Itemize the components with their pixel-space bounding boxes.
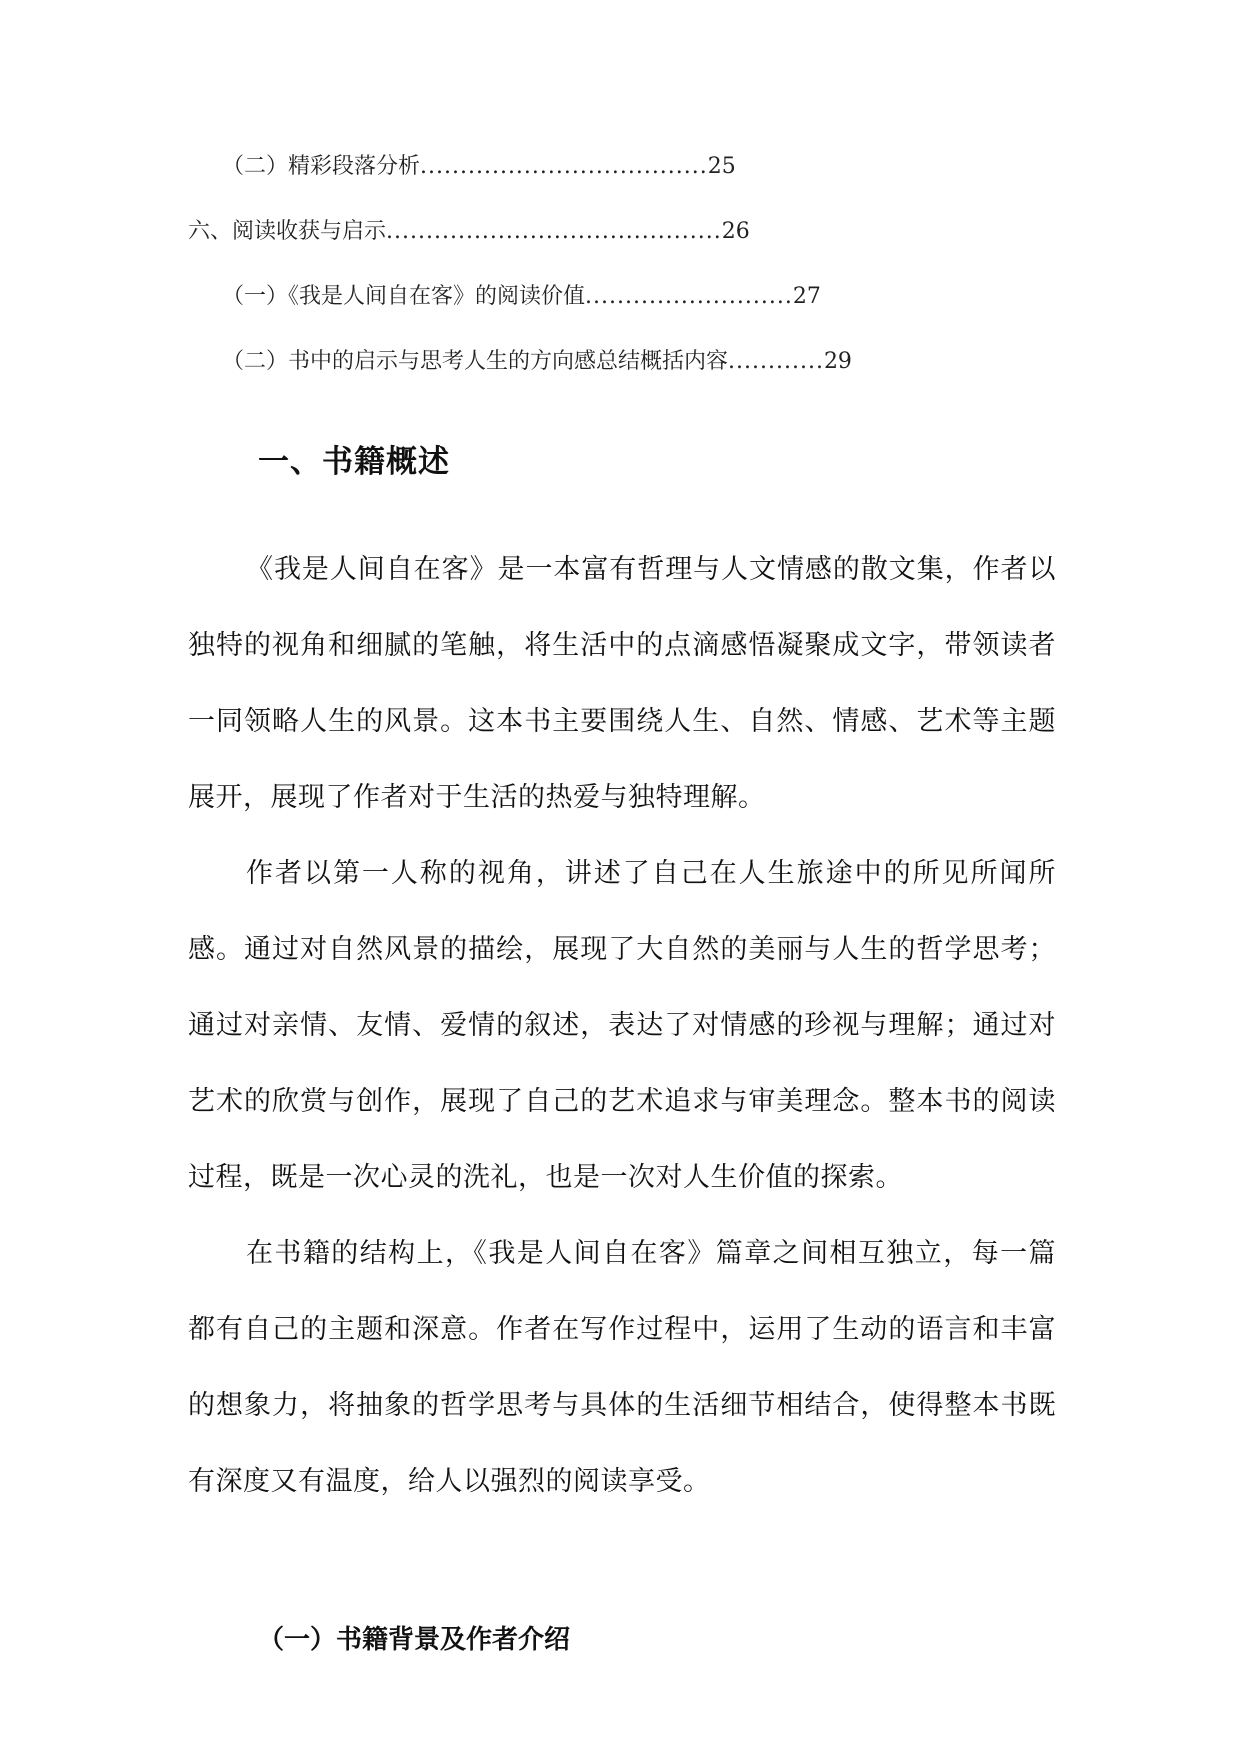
body-paragraph: 《我是人间自在客》是一本富有哲理与人文情感的散文集，作者以独特的视角和细腻的笔触，将生活中的点滴感悟凝聚成文字，带领读者一同领略人生的风景。这本书主要围绕人生、自然、情感、艺术等主题展开，展现了作者对于生活的热爱与独特理解。	[188, 554, 1056, 813]
toc-entry[interactable]	[222, 282, 821, 312]
section-heading: 一、书籍概述	[258, 444, 450, 480]
toc-entry-title: 六、阅读收获与启示	[188, 219, 387, 244]
toc-page-number: 26	[721, 219, 750, 244]
toc-page-number: 29	[823, 349, 852, 374]
toc-entry-title: （一）《我是人间自在客》的阅读价值	[222, 284, 586, 309]
toc-leader-dots: ............	[728, 349, 824, 374]
toc-leader-dots: ..........................................	[386, 219, 722, 244]
toc-entry[interactable]	[222, 347, 852, 377]
body-paragraph: 在书籍的结构上，《我是人间自在客》篇章之间相互独立，每一篇都有自己的主题和深意。作者在写作过程中，运用了生动的语言和丰富的想象力，将抽象的哲学思考与具体的生活细节相结合，使得整本书既有深度又有温度，给人以强烈的阅读享受。	[188, 1238, 1056, 1497]
toc-entry-title: （二）书中的启示与思考人生的方向感总结概括内容	[222, 349, 729, 374]
toc-entry-title: （二）精彩段落分析	[222, 154, 421, 179]
toc-leader-dots: ....................................	[420, 154, 708, 179]
toc-page-number: 25	[707, 154, 736, 179]
toc-leader-dots: ..........................	[585, 284, 793, 309]
toc-entry[interactable]	[222, 152, 736, 182]
toc-entry[interactable]	[188, 217, 750, 247]
body-paragraph: 作者以第一人称的视角，讲述了自己在人生旅途中的所见所闻所感。通过对自然风景的描绘，展现了大自然的美丽与人生的哲学思考；通过对亲情、友情、爱情的叙述，表达了对情感的珍视与理解；通过对艺术的欣赏与创作，展现了自己的艺术追求与审美理念。整本书的阅读过程，既是一次心灵的洗礼，也是一次对人生价值的探索。	[188, 858, 1056, 1193]
toc-page-number: 27	[792, 284, 821, 309]
subsection-heading: （一）书籍背景及作者介绍	[258, 1625, 571, 1655]
